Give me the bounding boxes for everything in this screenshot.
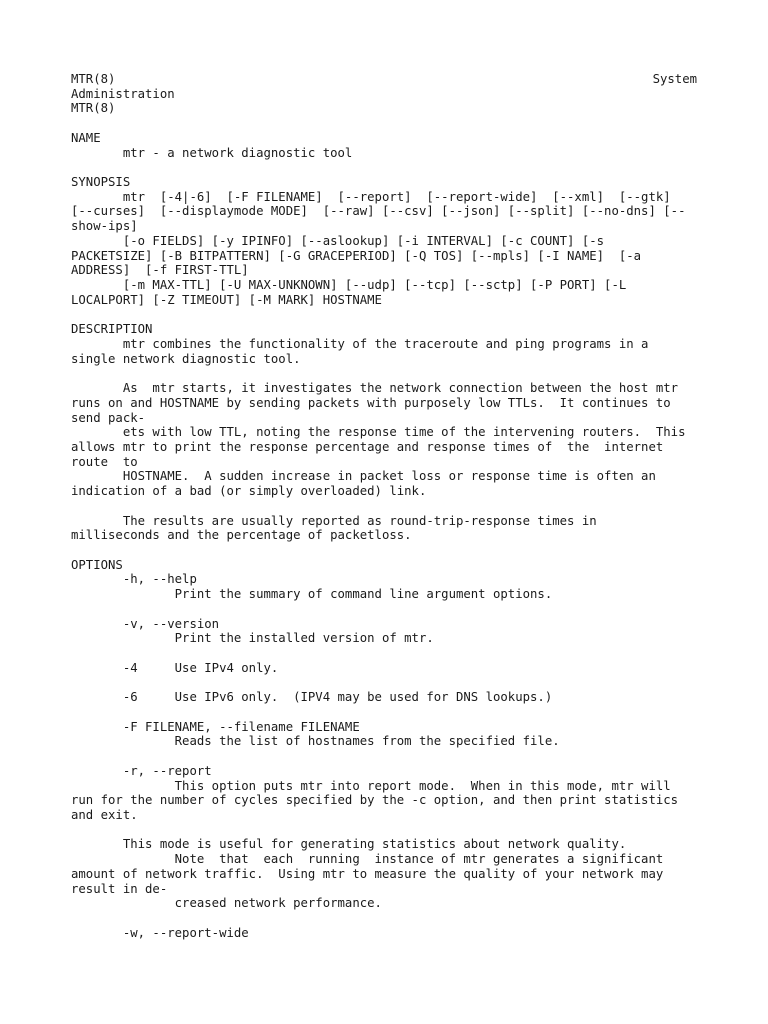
header-line-3: MTR(8) bbox=[71, 101, 116, 116]
section-body bbox=[71, 337, 711, 543]
text-line: Reads the list of hostnames from the specified file. bbox=[71, 734, 560, 749]
text-line: -r, --report bbox=[71, 763, 212, 778]
text-line: run for the number of cycles specified by the -c option, and then print statistics bbox=[71, 793, 679, 808]
blank-line bbox=[71, 646, 711, 661]
text-line: Print the installed version of mtr. bbox=[71, 631, 434, 646]
section-synopsis bbox=[71, 175, 711, 307]
text-line: PACKETSIZE] [-B BITPATTERN] [-G GRACEPERIOD] [-Q TOS] [--mpls] [-I NAME] [-a bbox=[71, 248, 642, 263]
text-line: amount of network traffic. Using mtr to measure the quality of your network may bbox=[71, 866, 664, 881]
blank-line bbox=[71, 308, 711, 323]
text-line: This option puts mtr into report mode. When in this mode, mtr will bbox=[71, 778, 671, 793]
section-heading: OPTIONS bbox=[71, 557, 123, 572]
blank-line bbox=[71, 366, 711, 381]
section-body bbox=[71, 146, 711, 161]
text-line: show-ips] bbox=[71, 219, 138, 234]
text-line: -h, --help bbox=[71, 572, 197, 587]
text-line: creased network performance. bbox=[71, 896, 382, 911]
text-line: HOSTNAME. A sudden increase in packet loss or response time is often an bbox=[71, 469, 656, 484]
blank-line bbox=[71, 749, 711, 764]
section-body bbox=[71, 190, 711, 308]
text-line: -6 Use IPv6 only. (IPV4 may be used for DNS lookups.) bbox=[71, 690, 553, 705]
text-line: mtr [-4|-6] [-F FILENAME] [--report] [--report-wide] [--xml] [--gtk] bbox=[71, 189, 671, 204]
text-line: This mode is useful for generating statistics about network quality. bbox=[71, 837, 627, 852]
section-name bbox=[71, 131, 711, 160]
man-page bbox=[71, 72, 711, 940]
blank-line bbox=[71, 499, 711, 514]
blank-line bbox=[71, 160, 711, 175]
header-left: MTR(8) bbox=[71, 72, 116, 86]
blank-line bbox=[71, 675, 711, 690]
blank-line bbox=[71, 116, 711, 131]
text-line: [-o FIELDS] [-y IPINFO] [--aslookup] [-i INTERVAL] [-c COUNT] [-s bbox=[71, 233, 605, 248]
text-line: -w, --report-wide bbox=[71, 925, 249, 940]
section-heading: NAME bbox=[71, 130, 101, 145]
text-line: ets with low TTL, noting the response time of the intervening routers. This bbox=[71, 425, 686, 440]
section-heading: SYNOPSIS bbox=[71, 175, 131, 190]
text-line: [-m MAX-TTL] [-U MAX-UNKNOWN] [--udp] [--tcp] [--sctp] [-P PORT] [-L bbox=[71, 278, 627, 293]
text-line: Print the summary of command line argument options. bbox=[71, 587, 553, 602]
section-heading: DESCRIPTION bbox=[71, 322, 153, 337]
blank-line bbox=[71, 602, 711, 617]
text-line: The results are usually reported as round-trip-response times in bbox=[71, 513, 597, 528]
text-line: result in de- bbox=[71, 881, 168, 896]
text-line: single network diagnostic tool. bbox=[71, 351, 301, 366]
section-body bbox=[71, 572, 711, 940]
text-line: allows mtr to print the response percentage and response times of the internet bbox=[71, 439, 664, 454]
text-line: -4 Use IPv4 only. bbox=[71, 660, 279, 675]
text-line: milliseconds and the percentage of packetloss. bbox=[71, 528, 412, 543]
text-line: send pack- bbox=[71, 410, 146, 425]
text-line: Note that each running instance of mtr generates a significant bbox=[71, 852, 664, 867]
blank-line bbox=[71, 705, 711, 720]
text-line: indication of a bad (or simply overloaded) link. bbox=[71, 484, 427, 499]
blank-line bbox=[71, 543, 711, 558]
text-line: runs on and HOSTNAME by sending packets with purposely low TTLs. It continues to bbox=[71, 395, 671, 410]
blank-line bbox=[71, 823, 711, 838]
text-line: mtr combines the functionality of the traceroute and ping programs in a bbox=[71, 336, 649, 351]
man-header bbox=[71, 72, 697, 87]
blank-line bbox=[71, 911, 711, 926]
text-line: ADDRESS] [-f FIRST-TTL] bbox=[71, 263, 249, 278]
text-line: [--curses] [--displaymode MODE] [--raw] [--csv] [--json] [--split] [--no-dns] [-- bbox=[71, 204, 686, 219]
header-line-2: Administration bbox=[71, 86, 175, 101]
text-line: -F FILENAME, --filename FILENAME bbox=[71, 719, 360, 734]
text-line: route to bbox=[71, 454, 138, 469]
section-options bbox=[71, 558, 711, 941]
text-line: and exit. bbox=[71, 807, 138, 822]
header-right: System bbox=[652, 72, 697, 86]
text-line: mtr - a network diagnostic tool bbox=[71, 145, 353, 160]
section-description bbox=[71, 322, 711, 543]
text-line: LOCALPORT] [-Z TIMEOUT] [-M MARK] HOSTNAME bbox=[71, 292, 382, 307]
text-line: -v, --version bbox=[71, 616, 220, 631]
text-line: As mtr starts, it investigates the network connection between the host mtr bbox=[71, 381, 679, 396]
